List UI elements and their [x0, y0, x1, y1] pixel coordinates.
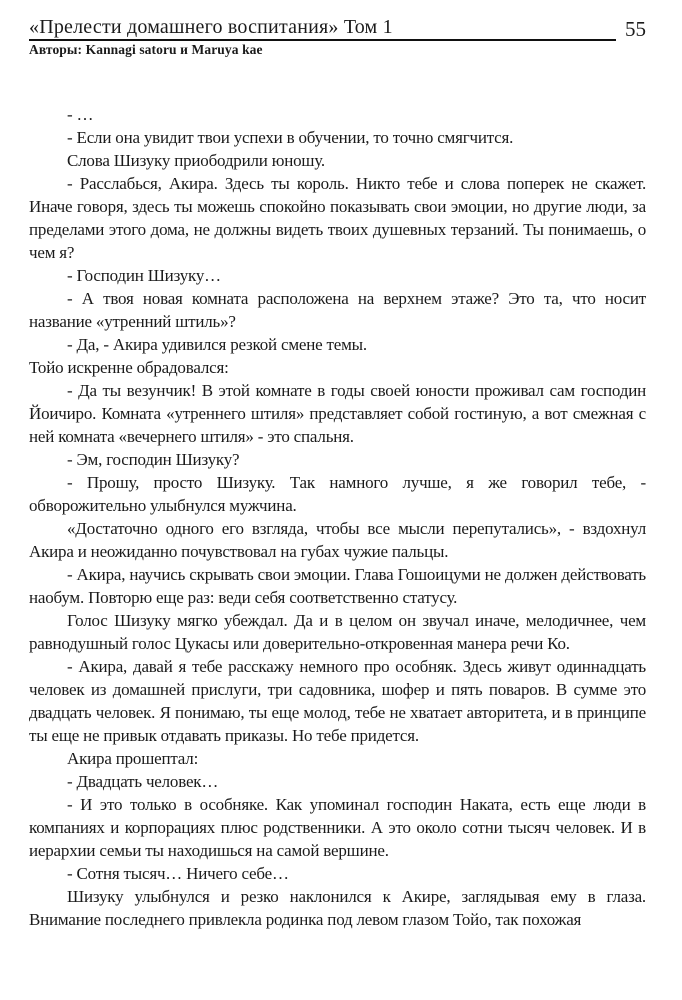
page-title: «Прелести домашнего воспитания» Том 1 [29, 16, 393, 38]
paragraph: - Прошу, просто Шизуку. Так намного лучше, я же говорил тебе, - обворожительно улыбнулся мужчина. [29, 473, 646, 515]
paragraph: - А твоя новая комната расположена на верхнем этаже? Это та, что носит название «утренний штиль»? [29, 289, 646, 331]
page-header [29, 16, 646, 41]
paragraph: - Если она увидит твои успехи в обучении, то точно смягчится. [67, 128, 514, 147]
paragraph: - Господин Шизуку… [67, 266, 221, 285]
authors-line: Авторы: Kannagi satoru и Maruya kae [29, 42, 263, 57]
paragraph: Тойо искренне обрадовался: [29, 358, 229, 377]
paragraph: Слова Шизуку приободрили юношу. [67, 151, 325, 170]
paragraph: «Достаточно одного его взгляда, чтобы все мысли перепутались», - вздохнул Акира и неожиданно почувствовал на губах чужие пальцы. [29, 519, 646, 561]
paragraph: - И это только в особняке. Как упоминал господин Наката, есть еще люди в компаниях и корпорациях плюс родственники. А это около сотни тысяч человек. И в иерархии семьи ты находишься на самой вершине. [29, 795, 646, 860]
paragraph: Шизуку улыбнулся и резко наклонился к Акире, заглядывая ему в глаза. Внимание последнего привлекла родинка под левом глазом Тойо, так похожая [29, 887, 646, 929]
paragraph: - … [67, 105, 94, 124]
paragraph: - Да ты везунчик! В этой комнате в годы своей юности проживал сам господин Йоичиро. Комната «утреннего штиля» представляет собой гостиную, а вот смежная с ней комната «вечернего штиля» - это спальня. [29, 381, 646, 446]
paragraph: Голос Шизуку мягко убеждал. Да и в целом он звучал иначе, мелодичнее, чем равнодушный голос Цукасы или доверительно-откровенная манера речи Ко. [29, 611, 646, 653]
paragraph: - Акира, научись скрывать свои эмоции. Глава Гошоицуми не должен действовать наобум. Повторю еще раз: веди себя соответственно статусу. [29, 565, 646, 607]
paragraph: - Да, - Акира удивился резкой смене темы. [67, 335, 367, 354]
paragraph: - Акира, давай я тебе расскажу немного про особняк. Здесь живут одиннадцать человек из домашней прислуги, три садовника, шофер и пять поваров. В сумме это двадцать человек. Я понимаю, ты еще молод, тебе не хватает авторитета, и в принципе ты еще не привык отдавать приказы. Но тебе придется. [29, 657, 646, 745]
paragraph: - Двадцать человек… [67, 772, 219, 791]
paragraph: - Расслабься, Акира. Здесь ты король. Никто тебе и слова поперек не скажет. Иначе говоря, здесь ты можешь спокойно показывать свои эмоции, но другие люди, за пределами этого дома, не должны видеть твоих душевных терзаний. Ты понимаешь, о чем я? [29, 174, 646, 262]
paragraph: Акира прошептал: [67, 749, 199, 768]
page-body [29, 103, 646, 931]
header-rule [29, 16, 616, 41]
paragraph: - Сотня тысяч… Ничего себе… [67, 864, 289, 883]
paragraph: - Эм, господин Шизуку? [67, 450, 240, 469]
page-number: 55 [625, 17, 646, 41]
